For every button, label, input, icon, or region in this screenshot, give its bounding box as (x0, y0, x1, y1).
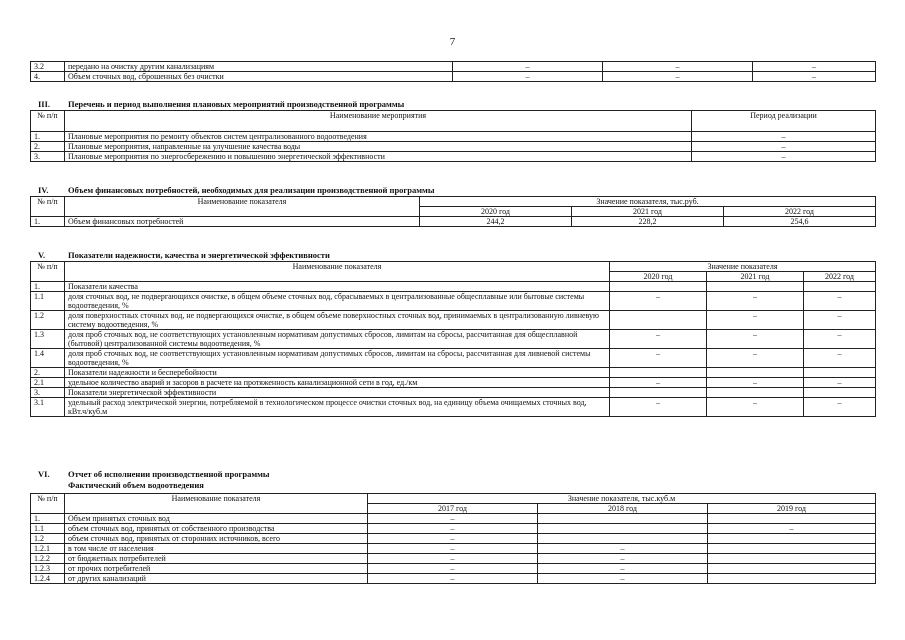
table-row (31, 574, 876, 584)
row-value (804, 282, 876, 292)
row-period: – (692, 132, 876, 142)
row-value (708, 554, 876, 564)
table-row (31, 217, 876, 227)
row-name: Плановые мероприятия по энергосбережению и повышению энергетической эффективности (65, 152, 692, 162)
section-heading (38, 250, 330, 260)
row-number: 1.2 (31, 534, 65, 544)
row-value: – (707, 378, 804, 388)
row-name: от прочих потребителей (65, 564, 368, 574)
column-header-year: 2021 год (707, 272, 804, 282)
table-row (31, 368, 876, 378)
row-name: Плановые мероприятия по ремонту объектов систем централизованного водоотведения (65, 132, 692, 142)
section-number: III. (38, 99, 51, 109)
row-value: – (707, 311, 804, 330)
column-header-number: № п/п (31, 494, 65, 514)
row-number: 1.4 (31, 349, 65, 368)
row-value: – (603, 62, 753, 72)
row-name: Показатели качества (65, 282, 610, 292)
row-value: – (804, 292, 876, 311)
row-number: 4. (31, 72, 65, 82)
table-row (31, 524, 876, 534)
row-number: 1. (31, 514, 65, 524)
page-number: 7 (449, 36, 456, 48)
column-header-year: 2021 год (572, 207, 724, 217)
wastewater-volume-table (30, 493, 876, 584)
section-subtitle-text: Фактический объем водоотведения (68, 480, 204, 490)
row-value: – (610, 398, 707, 417)
table-row (31, 544, 876, 554)
row-value: – (538, 544, 708, 554)
row-number: 1.3 (31, 330, 65, 349)
row-value: – (708, 524, 876, 534)
row-value: – (804, 311, 876, 330)
row-value: – (610, 349, 707, 368)
table-header-row (31, 494, 876, 504)
row-number: 1.2.1 (31, 544, 65, 554)
table-header-row (31, 262, 876, 272)
column-header-year: 2020 год (420, 207, 572, 217)
row-value (708, 514, 876, 524)
row-name: доля проб сточных вод, не соответствующих установленным нормативам допустимых сбросов, лимитам на сбросы, рассчитанная для ливневой системы водоотведения, % (65, 349, 610, 368)
row-value: – (753, 72, 876, 82)
row-value: – (804, 330, 876, 349)
row-number: 1.2.2 (31, 554, 65, 564)
row-value: – (368, 554, 538, 564)
row-name: от других канализаций (65, 574, 368, 584)
row-number: 3.2 (31, 62, 65, 72)
column-header-year: 2022 год (804, 272, 876, 282)
table-row (31, 311, 876, 330)
row-name: Объем сточных вод, сброшенных без очистки (65, 72, 453, 82)
row-name: передано на очистку другим канализациям (65, 62, 453, 72)
row-name: Показатели надежности и бесперебойности (65, 368, 610, 378)
row-number: 1.2.4 (31, 574, 65, 584)
section-title: Перечень и период выполнения плановых мероприятий производственной программы (68, 99, 405, 109)
row-value (610, 388, 707, 398)
financial-needs-table (30, 196, 876, 227)
row-value (538, 524, 708, 534)
row-value (610, 311, 707, 330)
row-name: объем сточных вод, принятых от собственного производства (65, 524, 368, 534)
row-number: 1. (31, 282, 65, 292)
table-row (31, 152, 876, 162)
column-header-value: Значение показателя, тыс.куб.м (368, 494, 876, 504)
column-header-number: № п/п (31, 262, 65, 282)
row-value (708, 534, 876, 544)
row-number: 3. (31, 152, 65, 162)
column-header-year: 2019 год (708, 504, 876, 514)
row-value (804, 368, 876, 378)
row-value: – (538, 574, 708, 584)
row-value: 228,2 (572, 217, 724, 227)
section-heading (38, 185, 434, 195)
row-value: – (707, 330, 804, 349)
table-row (31, 62, 876, 72)
row-value: 244,2 (420, 217, 572, 227)
table-row (31, 292, 876, 311)
table-row (31, 349, 876, 368)
row-value (708, 574, 876, 584)
row-value: – (804, 349, 876, 368)
table-row (31, 282, 876, 292)
section-number: V. (38, 250, 46, 260)
row-name: доля сточных вод, не подвергающихся очистке, в общем объеме сточных вод, сбрасываемых в централизованные общесплавные или бытовые системы водоотведения, % (65, 292, 610, 311)
row-number: 3. (31, 388, 65, 398)
row-value (707, 388, 804, 398)
row-value: – (603, 72, 753, 82)
section-heading (38, 99, 404, 109)
row-value (707, 368, 804, 378)
row-period: – (692, 152, 876, 162)
row-value: – (804, 398, 876, 417)
row-value (708, 544, 876, 554)
planned-measures-table (30, 110, 876, 162)
table-row (31, 554, 876, 564)
table-row (31, 514, 876, 524)
row-value: – (453, 62, 603, 72)
row-name: от бюджетных потребителей (65, 554, 368, 564)
row-value: – (753, 62, 876, 72)
row-number: 1. (31, 217, 65, 227)
row-value: – (610, 292, 707, 311)
reliability-indicators-table (30, 261, 876, 417)
column-header-year: 2020 год (610, 272, 707, 282)
column-header-year: 2018 год (538, 504, 708, 514)
row-value: – (804, 378, 876, 388)
section-title: Объем финансовых потребностей, необходимых для реализации производственной программы (68, 185, 435, 195)
row-value: – (368, 544, 538, 554)
row-value: – (610, 330, 707, 349)
row-name: Объем финансовых потребностей (65, 217, 420, 227)
row-value (708, 564, 876, 574)
row-name: удельный расход электрической энергии, потребляемой в технологическом процессе очистки сточных вод, на единицу объема очищаемых сточных вод, кВт.ч/куб.м (65, 398, 610, 417)
row-name: в том числе от населения (65, 544, 368, 554)
section-subtitle (68, 480, 204, 490)
row-number: 1. (31, 132, 65, 142)
row-value (538, 534, 708, 544)
row-value: – (707, 292, 804, 311)
row-value (804, 388, 876, 398)
row-value: – (453, 72, 603, 82)
table-row (31, 398, 876, 417)
table-header-row (31, 197, 876, 207)
row-value (610, 368, 707, 378)
row-value: – (368, 514, 538, 524)
row-name: Объем принятых сточных вод (65, 514, 368, 524)
row-period: – (692, 142, 876, 152)
column-header-value: Значение показателя, тыс.руб. (420, 197, 876, 207)
table-row (31, 72, 876, 82)
table-row (31, 132, 876, 142)
table-header-row (31, 111, 876, 132)
row-value: 254,6 (724, 217, 876, 227)
section-heading (38, 469, 270, 479)
table-row (31, 388, 876, 398)
column-header-period: Период реализации (692, 111, 876, 132)
row-value (610, 282, 707, 292)
table-row (31, 564, 876, 574)
section-title: Показатели надежности, качества и энергетической эффективности (68, 250, 330, 260)
table-row (31, 378, 876, 388)
row-number: 1.1 (31, 292, 65, 311)
row-number: 1.2 (31, 311, 65, 330)
section-number: VI. (38, 469, 50, 479)
row-value: – (368, 534, 538, 544)
row-number: 1.2.3 (31, 564, 65, 574)
row-value: – (538, 564, 708, 574)
row-number: 2.1 (31, 378, 65, 388)
column-header-name: Наименование показателя (65, 262, 610, 282)
row-number: 2. (31, 368, 65, 378)
row-value (707, 282, 804, 292)
section-title: Отчет об исполнении производственной программы (68, 469, 270, 479)
row-name: Показатели энергетической эффективности (65, 388, 610, 398)
row-name: объем сточных вод, принятых от сторонних источников, всего (65, 534, 368, 544)
column-header-name: Наименование показателя (65, 197, 420, 217)
column-header-year: 2017 год (368, 504, 538, 514)
table-row (31, 534, 876, 544)
column-header-value: Значение показателя (610, 262, 876, 272)
row-value: – (368, 574, 538, 584)
row-value: – (368, 524, 538, 534)
column-header-number: № п/п (31, 111, 65, 132)
column-header-name: Наименование мероприятия (65, 111, 692, 132)
row-number: 1.1 (31, 524, 65, 534)
column-header-year: 2022 год (724, 207, 876, 217)
table-row (31, 142, 876, 152)
row-value (538, 514, 708, 524)
row-number: 3.1 (31, 398, 65, 417)
column-header-name: Наименование показателя (65, 494, 368, 514)
row-value: – (707, 398, 804, 417)
row-name: Плановые мероприятия, направленные на улучшение качества воды (65, 142, 692, 152)
row-name: доля поверхностных сточных вод, не подвергающихся очистке, в общем объеме поверхностных сточных вод, принимаемых в централизованную ливневую систему водоотведения, % (65, 311, 610, 330)
column-header-number: № п/п (31, 197, 65, 217)
row-value: – (538, 554, 708, 564)
continuation-table (30, 61, 876, 82)
row-value: – (707, 349, 804, 368)
row-name: доля проб сточных вод, не соответствующих установленным нормативам допустимых сбросов, лимитам на сбросы, рассчитанная для общесплавной (бытовой) централизованной системы водоотведения, % (65, 330, 610, 349)
row-value: – (368, 564, 538, 574)
row-number: 2. (31, 142, 65, 152)
section-number: IV. (38, 185, 49, 195)
table-row (31, 330, 876, 349)
row-value: – (610, 378, 707, 388)
row-name: удельное количество аварий и засоров в расчете на протяженность канализационной сети в год, ед./км (65, 378, 610, 388)
